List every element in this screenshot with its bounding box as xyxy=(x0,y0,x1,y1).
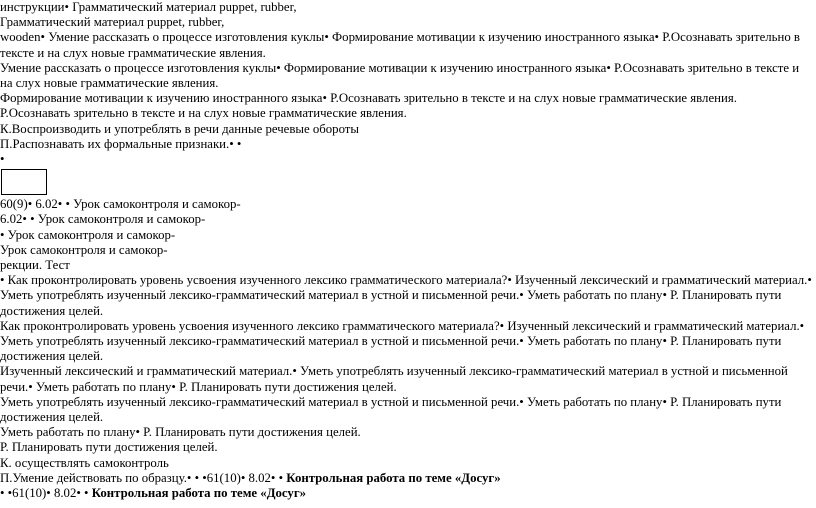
empty-cell-box xyxy=(1,169,47,195)
text-line-work-by-plan: Уметь работать по плану• Р. Планировать пути достижения целей. xyxy=(0,425,361,440)
text-line-bullet: • xyxy=(0,152,5,167)
text-line-how-to-control: Как проконтролировать уровень усвоения изученного лексико грамматического материала?• Изученный лексический и грамматический материал.• Уметь употреблять изученный лексико-грамматический материал в устной и письменной речи.• Уметь работать по плану• Р. Планировать пути достижения целей. xyxy=(0,318,805,364)
text-line-reproduce-phrases: К.Воспроизводить и употреблять в речи данные речевые обороты xyxy=(0,121,359,136)
text-line-wooden-skills: wooden• Умение рассказать о процессе изготовления куклы• Формирование мотивации к изучению иностранного языка• Р.Осознавать зрительно в тексте и на слух новые грамматические явления. xyxy=(0,30,800,60)
text-line-recognize-features: П.Распознавать их формальные признаки.• • xyxy=(0,136,242,151)
text-line-recognize-grammar: Р.Осознавать зрительно в тексте и на слух новые грамматические явления. xyxy=(0,106,407,121)
text-line-plan-goals: Р. Планировать пути достижения целей. xyxy=(0,440,218,455)
text-line-date-6-02: 6.02• • Урок самоконтроля и самокор- xyxy=(0,212,206,227)
text-line-puppet-skills: Умение рассказать о процессе изготовления куклы• Формирование мотивации к изучению иностранного языка• Р.Осознавать зрительно в тексте и на слух новые грамматические явления. xyxy=(0,60,800,91)
test-title-bold: Контрольная работа по теме «Досуг» xyxy=(286,470,501,485)
text-line-self-control: • Урок самоконтроля и самокор- xyxy=(0,227,176,242)
text-line-act-by-sample xyxy=(0,471,814,486)
text-line-grammar-material: Грамматический материал puppet, rubber, xyxy=(0,15,225,30)
text-line-instructions: инструкции• Грамматический материал puppet, rubber, xyxy=(0,0,297,14)
lesson-61-prefix: • •61(10)• 8.02• • xyxy=(0,486,92,501)
text-line-correction-test: рекции. Тест xyxy=(0,258,70,273)
text-line-motivation: Формирование мотивации к изучению иностранного языка• Р.Осознавать зрительно в тексте и на слух новые грамматические явления. xyxy=(0,91,737,106)
text-line-self-monitoring: К. осуществлять самоконтроль xyxy=(0,455,169,470)
text-line-use-material: Уметь употреблять изученный лексико-грамматический материал в устной и письменной речи.• Уметь работать по плану• Р. Планировать пути достижения целей. xyxy=(0,394,782,425)
text-line-studied-material: Изученный лексический и грамматический материал.• Уметь употреблять изученный лексико-грамматический материал в устной и письменной речи.• Уметь работать по плану• Р. Планировать пути достижения целей. xyxy=(0,364,788,394)
text-line-how-to-control-bullet: • Как проконтролировать уровень усвоения изученного лексико грамматического материала?• Изученный лексический и грамматический материал.• Уметь употреблять изученный лексико-грамматический материал в устной и письменной речи.• Уметь работать по плану• Р. Планировать пути достижения целей. xyxy=(0,273,812,318)
act-by-sample-prefix: П.Умение действовать по образцу.• • •61(10)• 8.02• • xyxy=(0,470,287,485)
text-line-lesson-61 xyxy=(0,486,814,501)
text-line-lesson-60: 60(9)• 6.02• • Урок самоконтроля и самокор- xyxy=(0,197,241,212)
text-line-self-control-plain: Урок самоконтроля и самокор- xyxy=(0,242,168,257)
test-title-bold-repeat: Контрольная работа по теме «Досуг» xyxy=(91,486,307,501)
